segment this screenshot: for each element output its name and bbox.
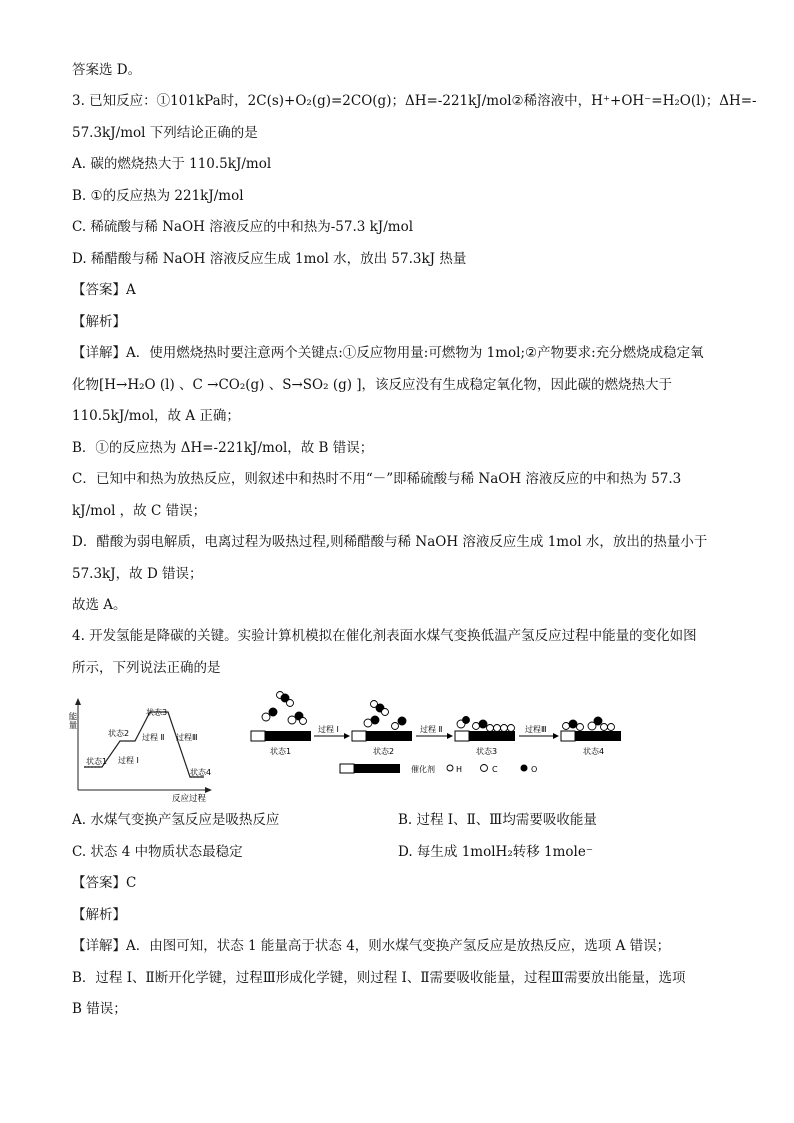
scheme-process-3: 过程Ⅲ: [525, 725, 547, 734]
scheme-legend: [340, 764, 537, 774]
text-line-l11: 化物[H→H₂O (l) 、C →CO₂(g) 、S→SO₂ (g) ]，该反应没有生成稳定氧化物，因此碳的燃烧热大于: [72, 377, 673, 393]
text-line-l19: 4. 开发氢能是降碳的关键。实验计算机模拟在催化剂表面水煤气变换低温产氢反应过程中能量的变化如图: [72, 628, 697, 644]
text-line-l10: 【详解】A．使用燃烧热时要注意两个关键点:①反应物用量:可燃物为 1mol;②产物要求:充分燃烧成稳定氧: [72, 345, 704, 361]
energy-state-4: 状态4: [190, 768, 212, 777]
energy-process-2: 过程 Ⅱ: [142, 733, 165, 742]
text-line-l25: 【详解】A．由图可知，状态 1 能量高于状态 4，则水煤气变换产氢反应是放热反应，选项 A 错误；: [72, 938, 671, 954]
energy-plot: [67, 698, 212, 804]
text-line-l20: 所示，下列说法正确的是: [72, 660, 221, 676]
text-line-l01: 答案选 D。: [72, 62, 142, 78]
text-line-l16: D．醋酸为弱电解质，电离过程为吸热过程,则稀醋酸与稀 NaOH 溶液反应生成 1mol 水，放出的热量小于: [72, 534, 708, 550]
scheme-process-1: 过程 I: [318, 725, 339, 734]
text-line-l22: C. 状态 4 中物质状态最稳定: [72, 844, 243, 860]
text-line-l04: A. 碳的燃烧热大于 110.5kJ/mol: [72, 156, 272, 172]
catalyst-bar-4: [561, 731, 621, 741]
energy-process-1: 过程 I: [118, 756, 139, 765]
scheme-state-3: 状态3: [476, 747, 498, 756]
legend-C: C: [492, 765, 498, 774]
energy-state-1: 状态1: [86, 757, 108, 766]
scheme-state-4: 状态4: [583, 747, 605, 756]
text-line-l07: D. 稀醋酸与稀 NaOH 溶液反应生成 1mol 水，放出 57.3kJ 热量: [72, 251, 467, 267]
text-line-l08: 【答案】A: [72, 282, 136, 298]
text-line-l02: 3. 已知反应：①101kPa时，2C(s)+O₂(g)=2CO(g)；ΔH=-221kJ/mol②稀溶液中，H⁺+OH⁻=H₂O(l)；ΔH=-: [72, 93, 757, 109]
text-line-l06: C. 稀硫酸与稀 NaOH 溶液反应的中和热为-57.3 kJ/mol: [72, 219, 414, 235]
catalyst-bar-3: [455, 731, 515, 741]
text-line-l17: 57.3kJ，故 D 错误；: [72, 566, 203, 582]
energy-xlabel: 反应过程: [172, 794, 207, 804]
text-line-l23: 【答案】C: [72, 875, 137, 891]
catalyst-bar-1: [251, 731, 311, 741]
text-line-l05: B. ①的反应热为 221kJ/mol: [72, 188, 244, 204]
energy-process-3: 过程Ⅲ: [176, 733, 198, 742]
text-line-l03: 57.3kJ/mol 下列结论正确的是: [72, 125, 258, 141]
legend-O: O: [531, 765, 538, 774]
option-right-r1: B. 过程 I、Ⅱ、Ⅲ均需要吸收能量: [398, 812, 597, 828]
text-line-l18: 故选 A。: [72, 597, 127, 613]
text-line-l26: B．过程 I、Ⅱ断开化学键，过程Ⅲ形成化学键，则过程 I、Ⅱ需要吸收能量，过程Ⅲ需要放出能量，选项: [72, 970, 686, 986]
scheme-state-1: 状态1: [270, 747, 292, 756]
text-line-l24: 【解析】: [72, 907, 126, 923]
text-line-l21: A. 水煤气变换产氢反应是吸热反应: [72, 812, 280, 828]
scheme-state-2: 状态2: [373, 747, 395, 756]
catalyst-bar-2: [352, 731, 412, 741]
text-line-l15: kJ/mol ，故 C 错误；: [72, 503, 207, 519]
text-line-l14: C．已知中和热为放热反应，则叙述中和热时不用“－”即稀硫酸与稀 NaOH 溶液反应的中和热为 57.3: [72, 471, 682, 487]
energy-state-2: 状态2: [108, 729, 130, 738]
scheme-process-2: 过程 Ⅱ: [420, 725, 443, 734]
legend-catalyst: 催化剂: [411, 765, 435, 774]
option-right-r2: D. 每生成 1molH₂转移 1mole⁻: [398, 844, 593, 860]
molecular-scheme: [251, 692, 621, 775]
energy-state-3: 状态3: [146, 708, 168, 717]
text-line-l13: B．①的反应热为 ΔH=-221kJ/mol，故 B 错误；: [72, 440, 374, 456]
text-line-l09: 【解析】: [72, 314, 126, 330]
legend-H: H: [456, 765, 463, 774]
text-line-l12: 110.5kJ/mol，故 A 正确；: [72, 408, 240, 424]
text-line-l27: B 错误；: [72, 1001, 127, 1017]
energy-ylabel: 能量: [67, 712, 77, 729]
